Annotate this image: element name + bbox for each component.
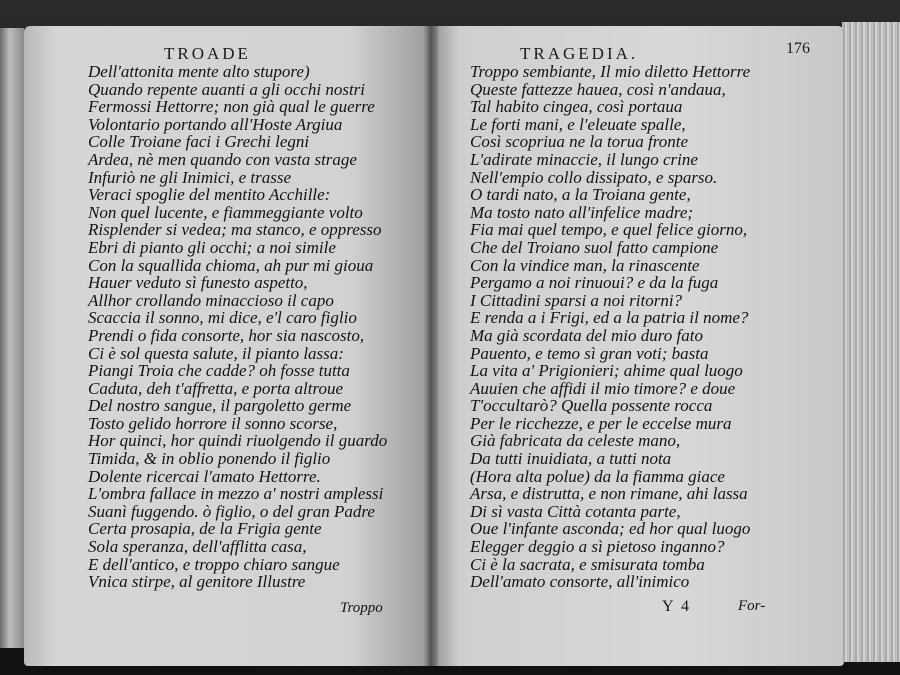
verse-line: Prendi o fida consorte, hor sia nascosto, xyxy=(88,325,365,345)
verse-line: Risplender si vedea; ma stanco, e oppresso xyxy=(88,220,382,240)
verse-line: Vnica stirpe, al genitore Illustre xyxy=(88,572,306,592)
verse-line: Che del Troiano suol fatto campione xyxy=(470,237,719,257)
verse-line: Sola speranza, dell'afflitta casa, xyxy=(88,537,307,557)
verse-line: La vita a' Prigionieri; ahime qual luogo xyxy=(470,361,743,381)
left-running-head: TROADE xyxy=(164,44,251,63)
verse-line: Ci è sol questa salute, il pianto lassa: xyxy=(88,343,344,363)
verse-line: Ci è la sacrata, e smisurata tomba xyxy=(470,554,705,574)
verse-line: Queste fattezze hauea, così n'andaua, xyxy=(470,79,726,99)
verse-line: Dell'attonita mente alto stupore) xyxy=(88,62,310,81)
verse-line: Tal habito cingea, così portaua xyxy=(470,97,683,117)
verse-line: Oue l'infante asconda; ed hor qual luogo xyxy=(470,519,751,539)
verse-line: Colle Troiane faci i Grechi legni xyxy=(88,132,310,152)
verse-line: Le forti mani, e l'eleuate spalle, xyxy=(470,114,686,134)
verse-line: Già fabricata da celeste mano, xyxy=(470,431,681,451)
verse-line: Con la vindice man, la rinascente xyxy=(470,255,700,275)
verse-line: Certa prosapia, de la Frigia gente xyxy=(88,519,322,539)
verse-line: L'ombra fallace in mezzo a' nostri amplessi xyxy=(88,484,384,504)
page-number: 176 xyxy=(786,40,810,57)
verse-line: (Hora alta polue) da la fiamma giace xyxy=(470,466,725,486)
verse-line: E renda a i Frigi, ed a la patria il nome? xyxy=(470,308,749,328)
verse-line: Quando repente auanti a gli occhi nostri xyxy=(88,79,366,99)
verse-line: Pauento, e temo sì gran voti; basta xyxy=(470,343,709,363)
verse-line: Così scopriua ne la torua fronte xyxy=(470,132,689,152)
right-running-head: TRAGEDIA. xyxy=(520,44,639,63)
left-verse-lines xyxy=(88,63,387,591)
verse-line: Da tutti inuidiata, a tutti nota xyxy=(470,449,672,469)
verse-line: Troppo sembiante, Il mio diletto Hettorre xyxy=(470,62,751,81)
verse-line: Dell'amato consorte, all'inimico xyxy=(470,572,690,592)
verse-line: Del nostro sangue, il pargoletto germe xyxy=(88,396,352,416)
right-catchword: For- xyxy=(738,598,766,614)
book-gutter xyxy=(424,26,438,666)
right-verse-lines xyxy=(470,63,750,591)
verse-line: Ebri di pianto gli occhi; a noi simile xyxy=(88,237,336,257)
right-page-edge xyxy=(842,22,900,662)
verse-line: Veraci spoglie del mentito Acchille: xyxy=(88,185,331,205)
verse-line: E dell'antico, e troppo chiaro sangue xyxy=(88,554,340,574)
verse-line: Ardea, nè men quando con vasta strage xyxy=(88,149,357,169)
verse-line: Allhor crollando minaccioso il capo xyxy=(88,290,334,310)
verse-line: Di sì vasta Città cotanta parte, xyxy=(470,501,681,521)
verse-line: Infuriò ne gli Inimici, e trasse xyxy=(88,167,292,187)
verse-line: O tardi nato, a la Troiana gente, xyxy=(470,185,691,205)
verse-line: Caduta, deh t'affretta, e porta altroue xyxy=(88,378,343,398)
verse-line: Arsa, e distrutta, e non rimane, ahi lassa xyxy=(470,484,748,504)
signature-mark: Y 4 xyxy=(662,598,691,615)
verse-line: Per le ricchezze, e per le eccelse mura xyxy=(470,413,732,433)
verse-line: Pergamo a noi rinuoui? e da la fuga xyxy=(470,273,719,293)
verse-line: Non quel lucente, e fiammeggiante volto xyxy=(88,202,363,222)
verse-line: L'adirate minaccie, il lungo crine xyxy=(470,149,698,169)
verse-line: Piangi Troia che cadde? oh fosse tutta xyxy=(88,361,350,381)
verse-line: Ma tosto nato all'infelice madre; xyxy=(470,202,694,222)
verse-line: Elegger deggio a sì pietoso inganno? xyxy=(470,537,725,557)
verse-line: Fermossi Hettorre; non già qual le guerre xyxy=(88,97,375,117)
verse-line: Dolente ricercai l'amato Hettorre. xyxy=(88,466,321,486)
verse-line: Suanì fuggendo. ò figlio, o del gran Padre xyxy=(88,501,375,521)
left-page-edge xyxy=(0,28,24,648)
verse-line: Tosto gelido horrore il sonno scorse, xyxy=(88,413,338,433)
verse-line: Auuien che affidi il mio timore? e doue xyxy=(470,378,736,398)
verse-line: T'occultarò? Quella possente rocca xyxy=(470,396,713,416)
verse-line: I Cittadini sparsi a noi ritorni? xyxy=(470,290,683,310)
verse-line: Hauer veduto sì funesto aspetto, xyxy=(88,273,308,293)
verse-line: Fia mai quel tempo, e quel felice giorno, xyxy=(470,220,748,240)
verse-line: Ma già scordata del mio duro fato xyxy=(470,325,703,345)
verse-line: Volontario portando all'Hoste Argiua xyxy=(88,114,343,134)
verse-line: Timida, & in oblio ponendo il figlio xyxy=(88,449,331,469)
verse-line: Con la squallida chioma, ah pur mi gioua xyxy=(88,255,374,275)
verse-line: Scaccia il sonno, mi dice, e'l caro figlio xyxy=(88,308,357,328)
verse-line: Nell'empio collo dissipato, e sparso. xyxy=(470,167,718,187)
verse-line: Hor quinci, hor quindi riuolgendo il guardo xyxy=(88,431,388,451)
left-catchword: Troppo xyxy=(340,600,383,616)
